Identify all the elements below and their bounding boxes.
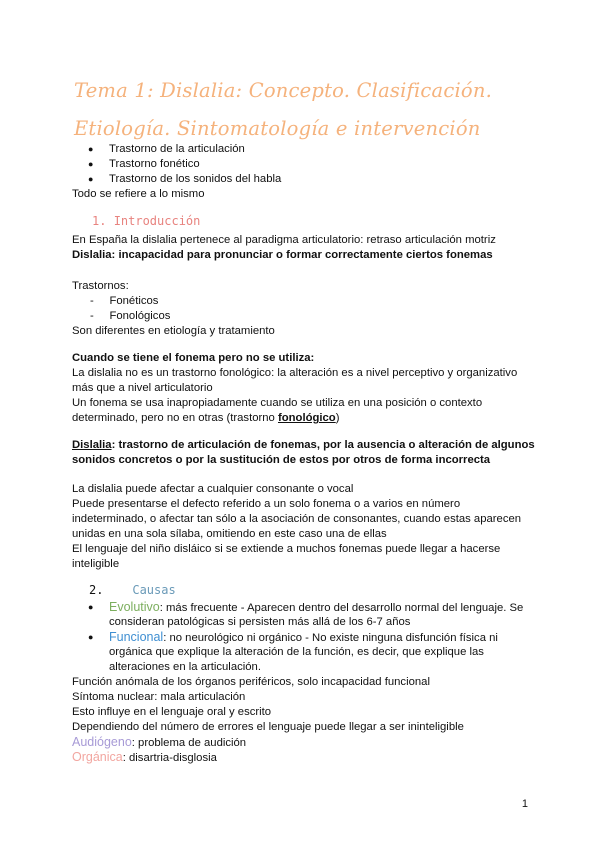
paragraph: Audiógeno: problema de audición bbox=[72, 735, 247, 749]
list-item: - Fonéticos bbox=[90, 295, 159, 307]
definition: sonidos concretos o por la sustitución de estos por otros de forma incorrecta bbox=[72, 454, 491, 466]
paragraph: En España la dislalia pertenece al paradigma articulatorio: retraso articulación motriz bbox=[72, 234, 496, 246]
paragraph: inteligible bbox=[72, 558, 120, 570]
paragraph: Función anómala de los órganos periféricos, solo incapacidad funcional bbox=[72, 676, 430, 688]
bullet-icon: ● bbox=[88, 602, 94, 612]
paragraph: Dependiendo del número de errores el lenguaje puede llegar a ser ininteligible bbox=[72, 721, 464, 733]
bullet-icon: ● bbox=[88, 159, 94, 169]
paragraph: Son diferentes en etiología y tratamiento bbox=[72, 325, 275, 337]
paragraph: Puede presentarse el defecto referido a un solo fonema o a varios en número bbox=[72, 498, 461, 510]
list-item-continuation: consideran patológicas si persisten más allá de los 6-7 años bbox=[109, 616, 411, 628]
intro-note: Todo se refiere a lo mismo bbox=[72, 188, 205, 200]
paragraph: La dislalia puede afectar a cualquier consonante o vocal bbox=[72, 483, 354, 495]
paragraph: indeterminado, o afectar tan sólo a la asociación de consonantes, cuando estas aparecen bbox=[72, 513, 522, 525]
paragraph: Orgánica: disartria-disglosia bbox=[72, 750, 217, 764]
fonologico-link: fonológico bbox=[277, 412, 336, 424]
paragraph: La dislalia no es un trastorno fonológico: la alteración es a nivel perceptivo y organizativo bbox=[72, 367, 518, 379]
paragraph: unidas en una sola sílaba, omitiendo en este caso una de ellas bbox=[72, 528, 387, 540]
page-title: Tema 1: Dislalia: Concepto. Clasificación. Etiología. Sintomatología e intervención bbox=[74, 79, 493, 140]
list-item-continuation: orgánica que explique la alteración de la función, es decir, que explique las bbox=[109, 646, 484, 658]
bullet-icon: ● bbox=[88, 632, 94, 642]
paragraph: más que a nivel articulatorio bbox=[72, 382, 213, 394]
bullet-icon: ● bbox=[88, 144, 94, 154]
section2-heading: 2. Causas bbox=[89, 583, 176, 597]
list-item-continuation: alteraciones en la articulación. bbox=[109, 661, 261, 673]
paragraph: Esto influye en el lenguaje oral y escrito bbox=[72, 706, 272, 718]
definition: Dislalia: trastorno de articulación de fonemas, por la ausencia o alteración de algunos bbox=[72, 439, 535, 451]
trastornos-label: Trastornos: bbox=[72, 280, 129, 292]
list-item: - Fonológicos bbox=[90, 310, 171, 322]
definition: Dislalia: incapacidad para pronunciar o formar correctamente ciertos fonemas bbox=[72, 249, 493, 261]
paragraph: Síntoma nuclear: mala articulación bbox=[72, 691, 246, 703]
paragraph: Un fonema se usa inapropiadamente cuando se utiliza en una posición o contexto bbox=[72, 397, 483, 409]
page-number: 1 bbox=[521, 798, 528, 810]
bullet-icon: ● bbox=[88, 174, 94, 184]
paragraph: determinado, pero no en otras (trastorno fonológico) bbox=[72, 412, 340, 424]
paragraph: El lenguaje del niño disláico si se extiende a muchos fonemas puede llegar a hacerse bbox=[72, 543, 501, 555]
subheading: Cuando se tiene el fonema pero no se utiliza: bbox=[72, 352, 315, 364]
section1-heading: 1. Introducción bbox=[92, 214, 201, 228]
